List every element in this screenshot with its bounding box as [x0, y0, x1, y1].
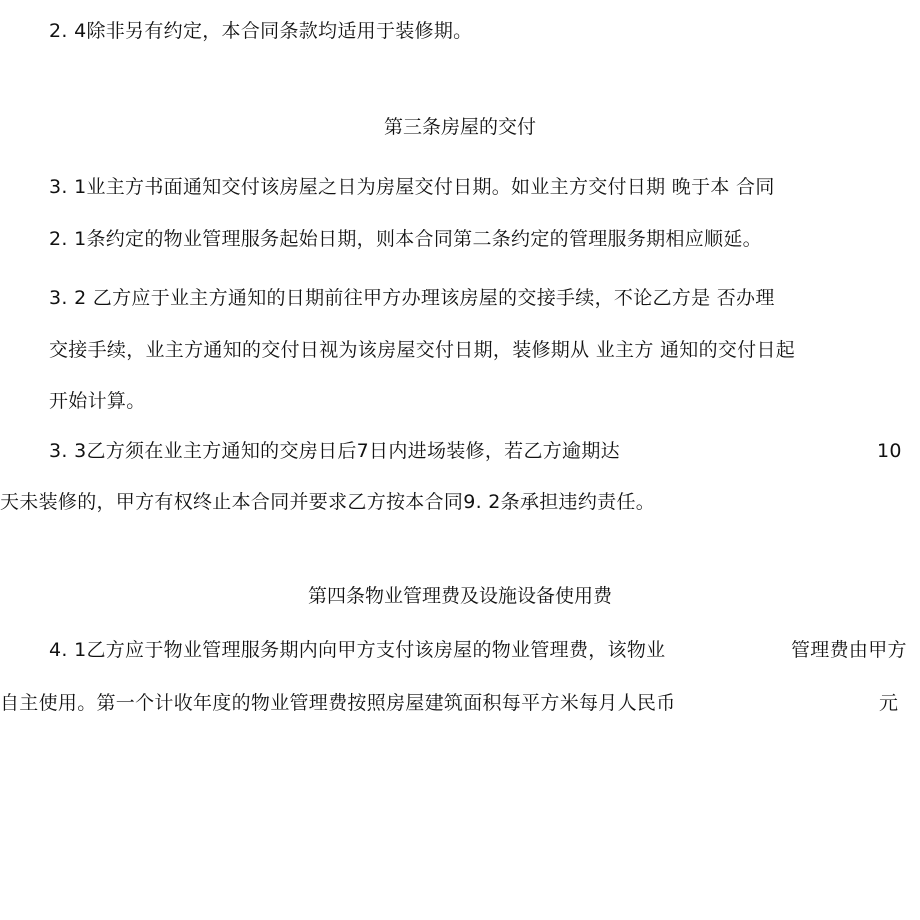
clause-2-4: 2. 4除非另有约定，本合同条款均适用于装修期。 — [49, 20, 473, 42]
clause-3-1-line-1: 3. 1业主方书面通知交付该房屋之日为房屋交付日期。如业主方交付日期 晚于本 合同 — [49, 176, 775, 198]
clause-3-3-line-1: 3. 3乙方须在业主方通知的交房日后7日内进场装修，若乙方逾期达 — [49, 440, 620, 462]
clause-3-heading: 第三条房屋的交付 — [383, 116, 536, 138]
clause-3-2-line-3: 开始计算。 — [49, 390, 146, 412]
clause-4-1-line-1: 4. 1乙方应于物业管理服务期内向甲方支付该房屋的物业管理费，该物业 — [49, 639, 666, 661]
clause-4-1-line-1-end: 管理费由甲方 — [791, 639, 907, 661]
clause-3-2-line-2: 交接手续，业主方通知的交付日视为该房屋交付日期，装修期从 业主方 通知的交付日起 — [49, 339, 796, 361]
clause-3-2-line-1: 3. 2 乙方应于业主方通知的日期前往甲方办理该房屋的交接手续，不论乙方是 否办理 — [49, 287, 775, 309]
clause-3-3-days-value: 10 — [877, 440, 902, 462]
clause-4-1-currency-unit: 元 — [879, 692, 899, 714]
clause-4-1-line-2: 自主使用。第一个计收年度的物业管理费按照房屋建筑面积每平方米每月人民币 — [0, 692, 676, 714]
clause-4-heading: 第四条物业管理费及设施设备使用费 — [307, 585, 612, 607]
clause-3-3-line-2: 天未装修的，甲方有权终止本合同并要求乙方按本合同9. 2条承担违约责任。 — [0, 491, 656, 513]
clause-3-1-line-2: 2. 1条约定的物业管理服务起始日期，则本合同第二条约定的管理服务期相应顺延。 — [49, 228, 762, 250]
